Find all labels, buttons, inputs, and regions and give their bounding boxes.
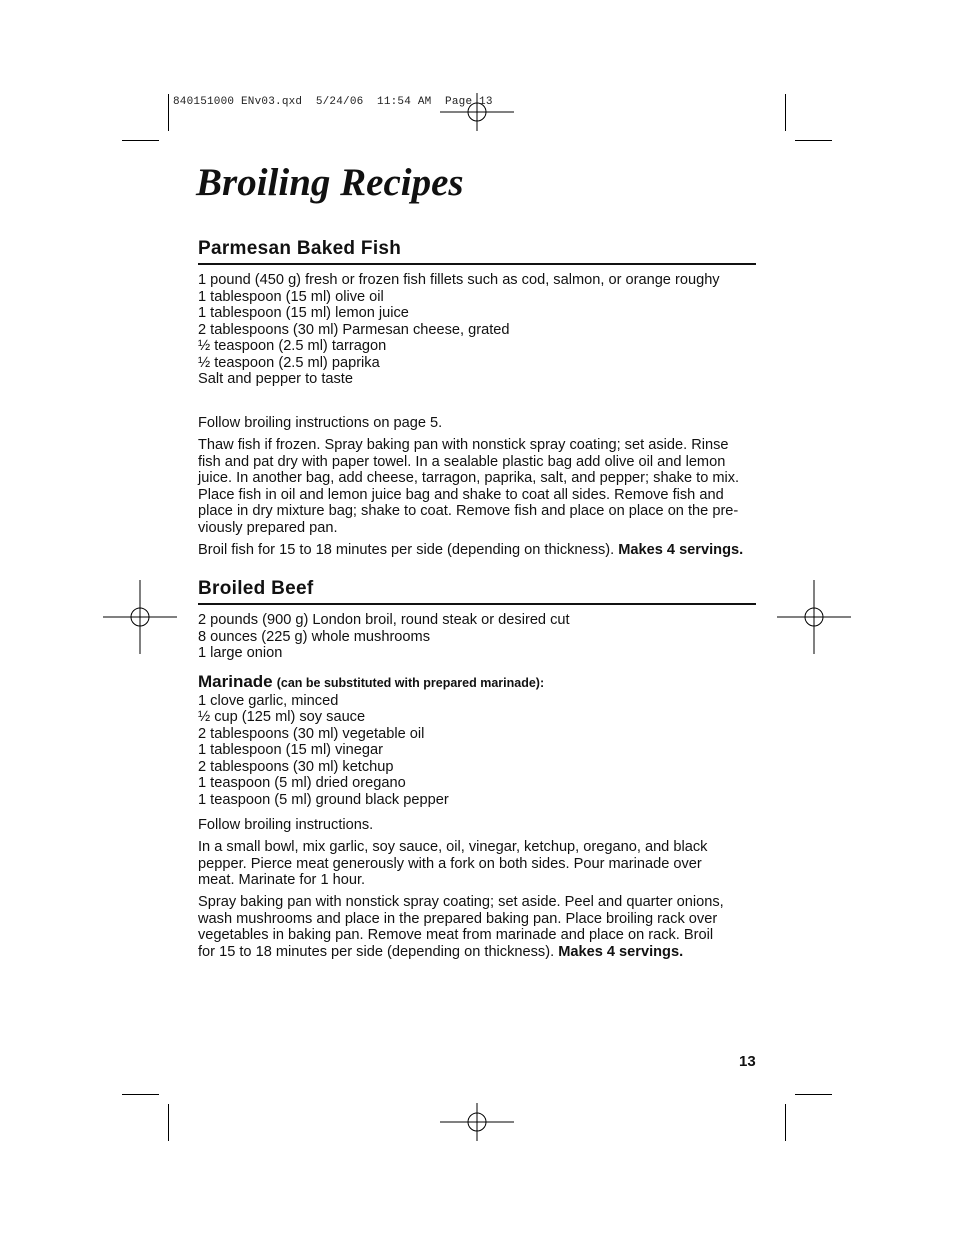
crop-mark-bottom-left-h (122, 1094, 159, 1095)
beef-method-broil (198, 894, 760, 960)
method-line: pepper. Pierce meat generously with a fork on both sides. Pour marinade over (198, 855, 702, 872)
crop-mark-top-left-h (122, 140, 159, 141)
method-line: vegetables in baking pan. Remove meat from marinade and place on rack. Broil (198, 927, 714, 943)
beef-method-marinate (198, 839, 760, 889)
beef-ingredient-list (198, 612, 760, 662)
page-title: Broiling Recipes (196, 161, 464, 204)
method-line: fish and pat dry with paper towel. In a sealable plastic bag add olive oil and lemon (198, 453, 726, 470)
marinade-item: 2 tablespoons (30 ml) ketchup (198, 758, 394, 775)
fish-broil-time (198, 542, 760, 559)
method-line: place in dry mixture bag; shake to coat. Remove fish and place on place on the pre- (198, 503, 739, 519)
broil-text: for 15 to 18 minutes per side (depending on thickness). (198, 943, 559, 960)
page-number: 13 (739, 1053, 756, 1070)
ingredient-item: 2 tablespoons (30 ml) Parmesan cheese, grated (198, 321, 510, 338)
follow-text: Follow broiling instructions. (198, 817, 374, 833)
marinade-heading (198, 674, 760, 692)
print-slug-line: 840151000 ENv03.qxd 5/24/06 11:54 AM Page 13 (173, 96, 493, 108)
fish-method (198, 437, 760, 536)
marinade-section (198, 674, 760, 808)
method-line: juice. In another bag, add cheese, tarragon, paprika, salt, and pepper; shake to mix. (198, 470, 740, 486)
marinade-item: 1 clove garlic, minced (198, 692, 339, 709)
crop-mark-top-right-h (795, 140, 832, 141)
marinade-label: Marinade (198, 672, 273, 691)
registration-mark-bottom-icon (440, 1085, 514, 1159)
ingredient-item: ½ teaspoon (2.5 ml) paprika (198, 354, 380, 371)
method-line: viously prepared pan. (198, 519, 338, 536)
crop-mark-bottom-left-v (168, 1104, 169, 1141)
beef-follow-note (198, 817, 760, 834)
marinade-item: ½ cup (125 ml) soy sauce (198, 709, 366, 725)
registration-mark-left-icon (103, 580, 177, 654)
method-line: wash mushrooms and place in the prepared baking pan. Place broiling rack over (198, 910, 718, 927)
ingredient-item: 2 pounds (900 g) London broil, round steak or desired cut (198, 612, 570, 628)
beef-recipe-heading: Broiled Beef (198, 578, 756, 605)
ingredient-item: 1 tablespoon (15 ml) olive oil (198, 288, 384, 305)
marinade-item: 2 tablespoons (30 ml) vegetable oil (198, 725, 425, 742)
ingredient-item: ½ teaspoon (2.5 ml) tarragon (198, 338, 387, 354)
fish-recipe-heading: Parmesan Baked Fish (198, 238, 756, 265)
registration-mark-right-icon (777, 580, 851, 654)
method-line: Spray baking pan with nonstick spray coating; set aside. Peel and quarter onions, (198, 894, 724, 910)
ingredient-item: 1 pound (450 g) fresh or frozen fish fillets such as cod, salmon, or orange roughy (198, 272, 720, 288)
method-line: In a small bowl, mix garlic, soy sauce, oil, vinegar, ketchup, oregano, and black (198, 839, 708, 855)
method-line: meat. Marinate for 1 hour. (198, 872, 366, 888)
ingredient-item: 1 tablespoon (15 ml) lemon juice (198, 305, 409, 321)
marinade-item: 1 teaspoon (5 ml) dried oregano (198, 775, 406, 791)
beef-instructions (198, 817, 760, 966)
broil-line (198, 542, 760, 559)
follow-text: Follow broiling instructions on page 5. (198, 415, 443, 431)
fish-servings: Makes 4 servings. (618, 541, 744, 558)
method-line: Thaw fish if frozen. Spray baking pan with nonstick spray coating; set aside. Rinse (198, 437, 729, 453)
fish-instructions (198, 415, 760, 564)
fish-ingredient-list (198, 272, 760, 388)
crop-mark-bottom-right-h (795, 1094, 832, 1095)
crop-mark-top-right-v (785, 94, 786, 131)
method-line (198, 944, 760, 961)
ingredient-item: 8 ounces (225 g) whole mushrooms (198, 628, 430, 645)
crop-mark-bottom-right-v (785, 1104, 786, 1141)
marinade-item: 1 tablespoon (15 ml) vinegar (198, 742, 383, 758)
registration-mark-top-icon (440, 75, 514, 149)
crop-mark-top-left-v (168, 94, 169, 131)
method-line: Place fish in oil and lemon juice bag and shake to coat all sides. Remove fish and (198, 486, 724, 503)
broil-text: Broil fish for 15 to 18 minutes per side (depending on thickness). (198, 541, 619, 558)
marinade-note: (can be substituted with prepared marinade): (276, 676, 545, 690)
beef-servings: Makes 4 servings. (558, 943, 684, 960)
ingredient-item: Salt and pepper to taste (198, 371, 353, 387)
marinade-item: 1 teaspoon (5 ml) ground black pepper (198, 791, 449, 808)
ingredient-item: 1 large onion (198, 645, 283, 661)
fish-follow-note (198, 415, 760, 432)
